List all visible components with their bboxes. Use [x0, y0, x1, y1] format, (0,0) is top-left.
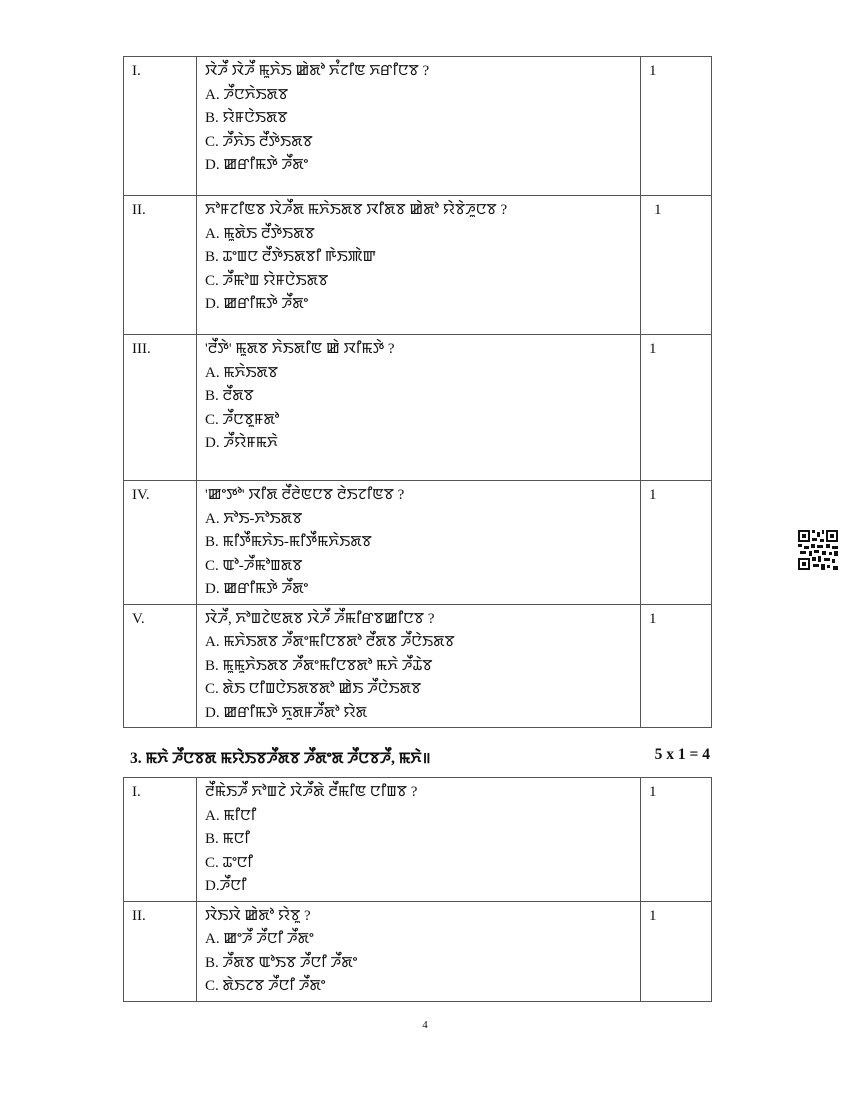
question-number: II.: [124, 901, 197, 1001]
option-d: D. ꯀꯔꯤꯃꯇꯥ ꯈꯨꯗꯝꯍꯩꯗꯣ ꯌꯥꯗ: [205, 704, 368, 721]
option-d: D. ꯀꯔꯤꯃꯇꯥ ꯍꯩꯗꯦ: [205, 581, 309, 597]
marks-cell: 1: [641, 901, 712, 1001]
question-number: III.: [124, 335, 197, 481]
option-c: C. ꯍꯩꯅꯕꯨꯝꯗꯣ: [205, 411, 280, 428]
table-row: [124, 604, 712, 728]
table-row: [124, 196, 712, 335]
section-marks: 5 x 1 = 4: [654, 746, 710, 763]
table-row: [124, 778, 712, 902]
option-d: D. ꯍꯩꯌꯥꯝꯃꯈꯥ: [205, 435, 278, 451]
questions-table-2: [123, 777, 712, 1002]
option-a: A. ꯍꯩꯅꯈꯥꯏꯗꯕ: [205, 86, 289, 103]
question-cell: [197, 778, 641, 902]
question-text: ꯈꯣꯝꯖꯤꯟꯕ ꯋꯥꯍꯩꯗ ꯃꯈꯥꯏꯗꯕ ꯋꯤꯗꯕ ꯀꯥꯗꯣ ꯌꯥꯕꯥꯍꯨꯅꯕ ?: [205, 202, 508, 218]
option-c: C. ꯑꯣ-ꯍꯩꯃꯣꯡꯗꯕ: [205, 557, 303, 574]
question-cell: [197, 901, 641, 1001]
option-a: A. ꯃꯨꯗꯥꯏ ꯂꯩꯇꯥꯏꯗꯕ: [205, 225, 315, 242]
option-b: B. ꯍꯩꯗꯕ ꯑꯣꯏꯕ ꯍꯩꯅꯤ ꯍꯩꯗꯦ: [205, 954, 358, 971]
question-text: ꯋꯥꯍꯩ ꯋꯥꯍꯩ ꯃꯨꯈꯥꯏ ꯀꯥꯗꯣ ꯈꯪꯖꯤꯟ ꯈꯔꯤꯅꯕ ?: [205, 63, 430, 79]
option-c: C. ꯗꯥꯏ ꯅꯤꯡꯅꯥꯏꯗꯕꯗꯣ ꯀꯥꯏ ꯍꯩꯅꯥꯏꯗꯕ: [205, 681, 422, 697]
marks-cell: 1: [641, 335, 712, 481]
marks-cell: 1: [641, 604, 712, 728]
option-b: B. ꯃꯅꯤ: [205, 831, 250, 847]
option-a: A. ꯀꯦꯍꯩ ꯍꯩꯅꯤ ꯍꯩꯗꯦ: [205, 931, 314, 947]
table-row: [124, 901, 712, 1001]
option-a: A. ꯈꯣꯏ-ꯈꯣꯏꯗꯕ: [205, 510, 303, 527]
questions-table-1: [123, 56, 712, 728]
question-number: I.: [124, 57, 197, 196]
option-d: D.ꯍꯩꯅꯤ: [205, 878, 247, 894]
question-text: ꯋꯥꯍꯩ, ꯈꯣꯡꯖꯥꯟꯗꯕ ꯋꯥꯍꯩ ꯍꯩꯃꯤꯔꯕꯀꯤꯅꯕ ?: [205, 610, 435, 627]
option-b: B. ꯃꯨꯃꯨꯈꯥꯏꯗꯕ ꯍꯩꯗꯦꯃꯤꯅꯕꯗꯣ ꯃꯈꯥ ꯍꯩꯊꯥꯕ: [205, 657, 433, 674]
question-number: V.: [124, 604, 197, 728]
question-cell: [197, 335, 641, 481]
qr-code-icon: [798, 530, 838, 570]
option-a: A. ꯃꯈꯥꯏꯗꯕ ꯍꯩꯗꯦꯃꯤꯅꯕꯗꯣ ꯂꯩꯗꯕ ꯍꯩꯅꯥꯏꯗꯕ: [205, 634, 455, 650]
section-heading: [130, 746, 710, 768]
marks-cell: 1: [641, 481, 712, 605]
question-text: ꯂꯩꯃꯥꯏꯍꯩ ꯈꯣꯡꯖꯥ ꯋꯥꯍꯩꯗꯥ ꯂꯩꯃꯤꯟ ꯅꯤꯡꯕ ?: [205, 784, 418, 800]
option-d: D. ꯀꯔꯤꯃꯇꯥ ꯍꯩꯗꯦ: [205, 296, 309, 312]
question-number: I.: [124, 778, 197, 902]
option-a: A. ꯃꯈꯥꯏꯗꯕ: [205, 364, 279, 381]
question-cell: [197, 196, 641, 335]
option-b: B. ꯌꯥꯝꯅꯥꯏꯗꯕ: [205, 110, 288, 126]
question-cell: [197, 604, 641, 728]
question-cell: [197, 481, 641, 605]
table-row: [124, 481, 712, 605]
option-a: A. ꯃꯤꯅꯤ: [205, 807, 257, 824]
marks-cell: 1: [641, 778, 712, 902]
option-c: C. ꯍꯩꯈꯥꯏ ꯂꯩꯇꯥꯏꯗꯕ: [205, 133, 313, 150]
option-b: B. ꯊꯦꯡꯅ ꯂꯩꯇꯥꯏꯗꯕꯤ ꯒꯥꯏꯄꯥꯛ: [205, 249, 376, 265]
question-number: IV.: [124, 481, 197, 605]
option-d: D. ꯀꯔꯤꯃꯇꯥ ꯍꯩꯗꯦ: [205, 157, 309, 173]
option-c: C. ꯍꯩꯃꯣꯡ ꯌꯥꯝꯅꯥꯏꯗꯕ: [205, 272, 329, 289]
option-b: B. ꯃꯤꯇꯩꯃꯈꯥꯏ-ꯃꯤꯇꯩꯃꯈꯥꯏꯗꯕ: [205, 534, 372, 550]
question-text: ꯋꯥꯏꯋꯥ ꯀꯥꯗꯣ ꯌꯥꯕꯨ ?: [205, 907, 311, 924]
marks-cell: 1: [641, 57, 712, 196]
section-title: 3. ꯃꯈꯥ ꯍꯩꯅꯕꯗ ꯃꯌꯥꯏꯕꯍꯩꯗꯕ ꯍꯩꯗꯦꯗ ꯍꯩꯅꯕꯍꯩ, ꯃꯈꯥ॥: [130, 750, 431, 767]
marks-cell: 1: [641, 196, 712, 335]
question-text: 'ꯂꯩꯇꯥ' ꯃꯨꯗꯕ ꯈꯥꯏꯗꯤꯟ ꯀꯥ ꯋꯤꯃꯇꯥ ?: [205, 341, 395, 357]
question-cell: [197, 57, 641, 196]
option-c: C. ꯊꯦꯅꯤ: [205, 854, 253, 871]
question-number: II.: [124, 196, 197, 335]
table-row: [124, 335, 712, 481]
page-number: 4: [422, 1019, 428, 1031]
question-text: 'ꯀꯦꯇꯣ' ꯋꯤꯗ ꯂꯩꯂꯥꯟꯅꯕ ꯂꯥꯏꯖꯤꯟꯕ ?: [205, 487, 405, 503]
table-row: [124, 57, 712, 196]
option-c: C. ꯗꯥꯏꯖꯕ ꯍꯩꯅꯤ ꯍꯩꯗꯦ: [205, 978, 326, 994]
option-b: B. ꯂꯩꯗꯕ: [205, 388, 254, 404]
